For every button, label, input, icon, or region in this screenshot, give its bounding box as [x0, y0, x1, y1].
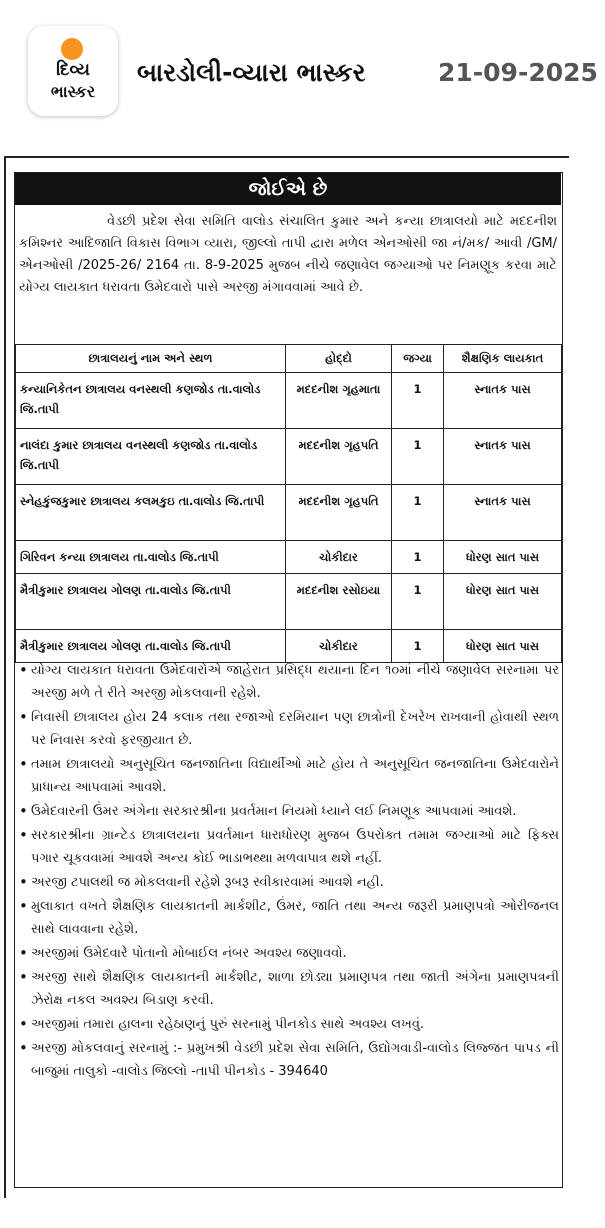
list-item: • નિવાસી છાત્રાલય હોય 24 કલાક તથા રજાઓ દરમિયાન પણ છાત્રોની દેખરેખ રાખવાની હોવાથી સ્થળ પર નિવાસ કરવો ફરજીયાત છે.: [17, 706, 559, 752]
post-cell: મદદનીશ ગૃહપતિ: [286, 429, 392, 485]
job-notice: [14, 172, 563, 1188]
divya-bhaskar-logo[interactable]: [28, 26, 118, 116]
table-row: [16, 630, 562, 663]
notice-banner: જોઈએ છે: [15, 173, 561, 205]
header-post: હોદ્દો: [286, 345, 392, 373]
notice-intro: વેડછી પ્રદેશ સેવા સમિતિ વાલોડ સંચાલિત કુમાર અને કન્યા છાત્રાલયો માટે મદદનીશ કમિશ્નર આદિજાતિ વિકાસ વિભાગ વ્યારા, જીલ્લો તાપી દ્વારા મળેલ એનઓસી જા નં/મક/ આવી /GM/ એનઓસી /2025-26/ 2164 તા. 8-9-2025 મુજબ નીચે જણાવેલ જગ્યાઓ પર નિમણૂક કરવા માટે યોગ્ય લાયકાત ધરાવતા ઉમેદવારો પાસે અરજી મંગાવવામાં આવે છે.: [19, 214, 557, 295]
list-item: • અરજીમાં ઉમેદવારે પોતાનો મોબાઈલ નંબર અવશ્ય જણાવવો.: [17, 942, 559, 965]
qualification-cell: સ્નાતક પાસ: [444, 485, 562, 541]
vacancy-cell: 1: [392, 485, 444, 541]
header-hostel-name: છાત્રાલયનું નામ અને સ્થળ: [16, 345, 286, 373]
table-row: [16, 373, 562, 429]
table-row: [16, 574, 562, 630]
header-vacancies: જગ્યા: [392, 345, 444, 373]
sun-icon: [61, 38, 83, 60]
qualification-cell: ધોરણ સાત પાસ: [444, 541, 562, 574]
qualification-cell: સ્નાતક પાસ: [444, 429, 562, 485]
logo-line1: દિવ્ય: [56, 60, 90, 80]
table-row: [16, 485, 562, 541]
list-item: • યોગ્ય લાયકાત ધરાવતા ઉમેદવારોએ જાહેરાત પ્રસિદ્ધ થયાના દિન ૧૦માં નીચે જણાવેલ સરનામા પર અરજી મળે તે રીતે અરજી મોકલવાની રહેશે.: [17, 659, 559, 705]
post-cell: મદદનીશ ગૃહપતિ: [286, 485, 392, 541]
hostel-name-cell: મૈત્રીકુમાર છાત્રાલય ગોલણ તા.વાલોડ જિ.તાપી: [16, 630, 286, 663]
list-item: • તમામ છાત્રાલયો અનુસૂચિત જનજાતિના વિદ્યાર્થીઓ માટે હોય તે અનુસૂચિત જનજાતિના ઉમેદવારોને પ્રાધાન્ય આપવામાં આવશે.: [17, 753, 559, 799]
hostel-name-cell: કન્યાનિકેતન છાત્રાલય વનસ્થલી કણજોડ તા.વાલોડ જિ.તાપી: [16, 373, 286, 429]
vacancy-cell: 1: [392, 541, 444, 574]
hostel-name-cell: સ્નેહકુંજકુમાર છાત્રાલય કલમકુઇ તા.વાલોડ જિ.તાપી: [16, 485, 286, 541]
post-cell: મદદનીશ ગૃહમાતા: [286, 373, 392, 429]
table-header-row: [16, 345, 562, 373]
vacancy-table: [15, 344, 562, 663]
table-row: [16, 541, 562, 574]
qualification-cell: ધોરણ સાત પાસ: [444, 574, 562, 630]
hostel-name-cell: ગિરિવન કન્યા છાત્રાલય તા.વાલોડ જિ.તાપી: [16, 541, 286, 574]
publication-date: 21-09-2025: [438, 58, 598, 87]
post-cell: મદદનીશ રસોઇયા: [286, 574, 392, 630]
list-item: • સરકારશ્રીના ગ્રાન્ટેડ છાત્રાલયના પ્રવર્તમાન ધારાધોરણ મુજબ ઉપરોક્ત તમામ જગ્યાઓ માટે ફિક્સ પગાર ચૂકવવામાં આવશે અન્ય કોઈ ભાડાભથ્થા મળવાપાત્ર થશે નહીં.: [17, 824, 559, 870]
list-item: • અરજીમાં તમારા હાલના રહેઠાણનું પુરું સરનામું પીનકોડ સાથે અવશ્ય લખવું.: [17, 1013, 559, 1036]
header-qualification: શૈક્ષણિક લાયકાત: [444, 345, 562, 373]
vacancy-cell: 1: [392, 373, 444, 429]
vacancy-cell: 1: [392, 630, 444, 663]
publication-name: બારડોલી-વ્યારા ભાસ્કર: [137, 58, 366, 87]
table-row: [16, 429, 562, 485]
list-item: • અરજી સાથે શૈક્ષણિક લાયકાતની માર્કશીટ, શાળા છોડ્યા પ્રમાણપત્ર તથા જાતી અંગેના પ્રમાણપત્રની ઝેરોક્ષ નકલ અવશ્ય બિડાણ કરવી.: [17, 966, 559, 1012]
qualification-cell: ધોરણ સાત પાસ: [444, 630, 562, 663]
logo-line2: ભાસ્કર: [50, 82, 96, 101]
header-bar: [0, 0, 605, 150]
post-cell: ચોકીદાર: [286, 630, 392, 663]
list-item: • મુલાકાત વખતે શૈક્ષણિક લાયકાતની માર્કશીટ, ઉંમર, જાતિ તથા અન્ય જરૂરી પ્રમાણપત્રો ઓરીજનલ સાથે લાવવાના રહેશે.: [17, 895, 559, 941]
newspaper-clipping: [4, 156, 569, 1198]
qualification-cell: સ્નાતક પાસ: [444, 373, 562, 429]
hostel-name-cell: મૈત્રીકુમાર છાત્રાલય ગોલણ તા.વાલોડ જિ.તાપી: [16, 574, 286, 630]
list-item: • અરજી ટપાલથી જ મોકલવાની રહેશે રૂબરૂ સ્વીકારવામાં આવશે નહી.: [17, 871, 559, 894]
post-cell: ચોકીદાર: [286, 541, 392, 574]
vacancy-cell: 1: [392, 574, 444, 630]
list-item: • ઉમેદવારની ઉંમર અંગેના સરકારશ્રીના પ્રવર્તમાન નિયમો ધ્યાને લઈ નિમણૂક આપવામાં આવશે.: [17, 800, 559, 823]
notice-terms-list: [17, 659, 559, 1084]
vacancy-cell: 1: [392, 429, 444, 485]
hostel-name-cell: નાલંદા કુમાર છાત્રાલય વનસ્થલી કણજોડ તા.વાલોડ જિ.તાપી: [16, 429, 286, 485]
list-item: • અરજી મોકલવાનું સરનામું :- પ્રમુખશ્રી વેડછી પ્રદેશ સેવા સમિતિ, ઉદ્યોગવાડી-વાલોડ લિજ્જત પાપડ ની બાજુમાં તાલુકો -વાલોડ જિલ્લો -તાપી પીનકોડ - 394640: [17, 1037, 559, 1083]
